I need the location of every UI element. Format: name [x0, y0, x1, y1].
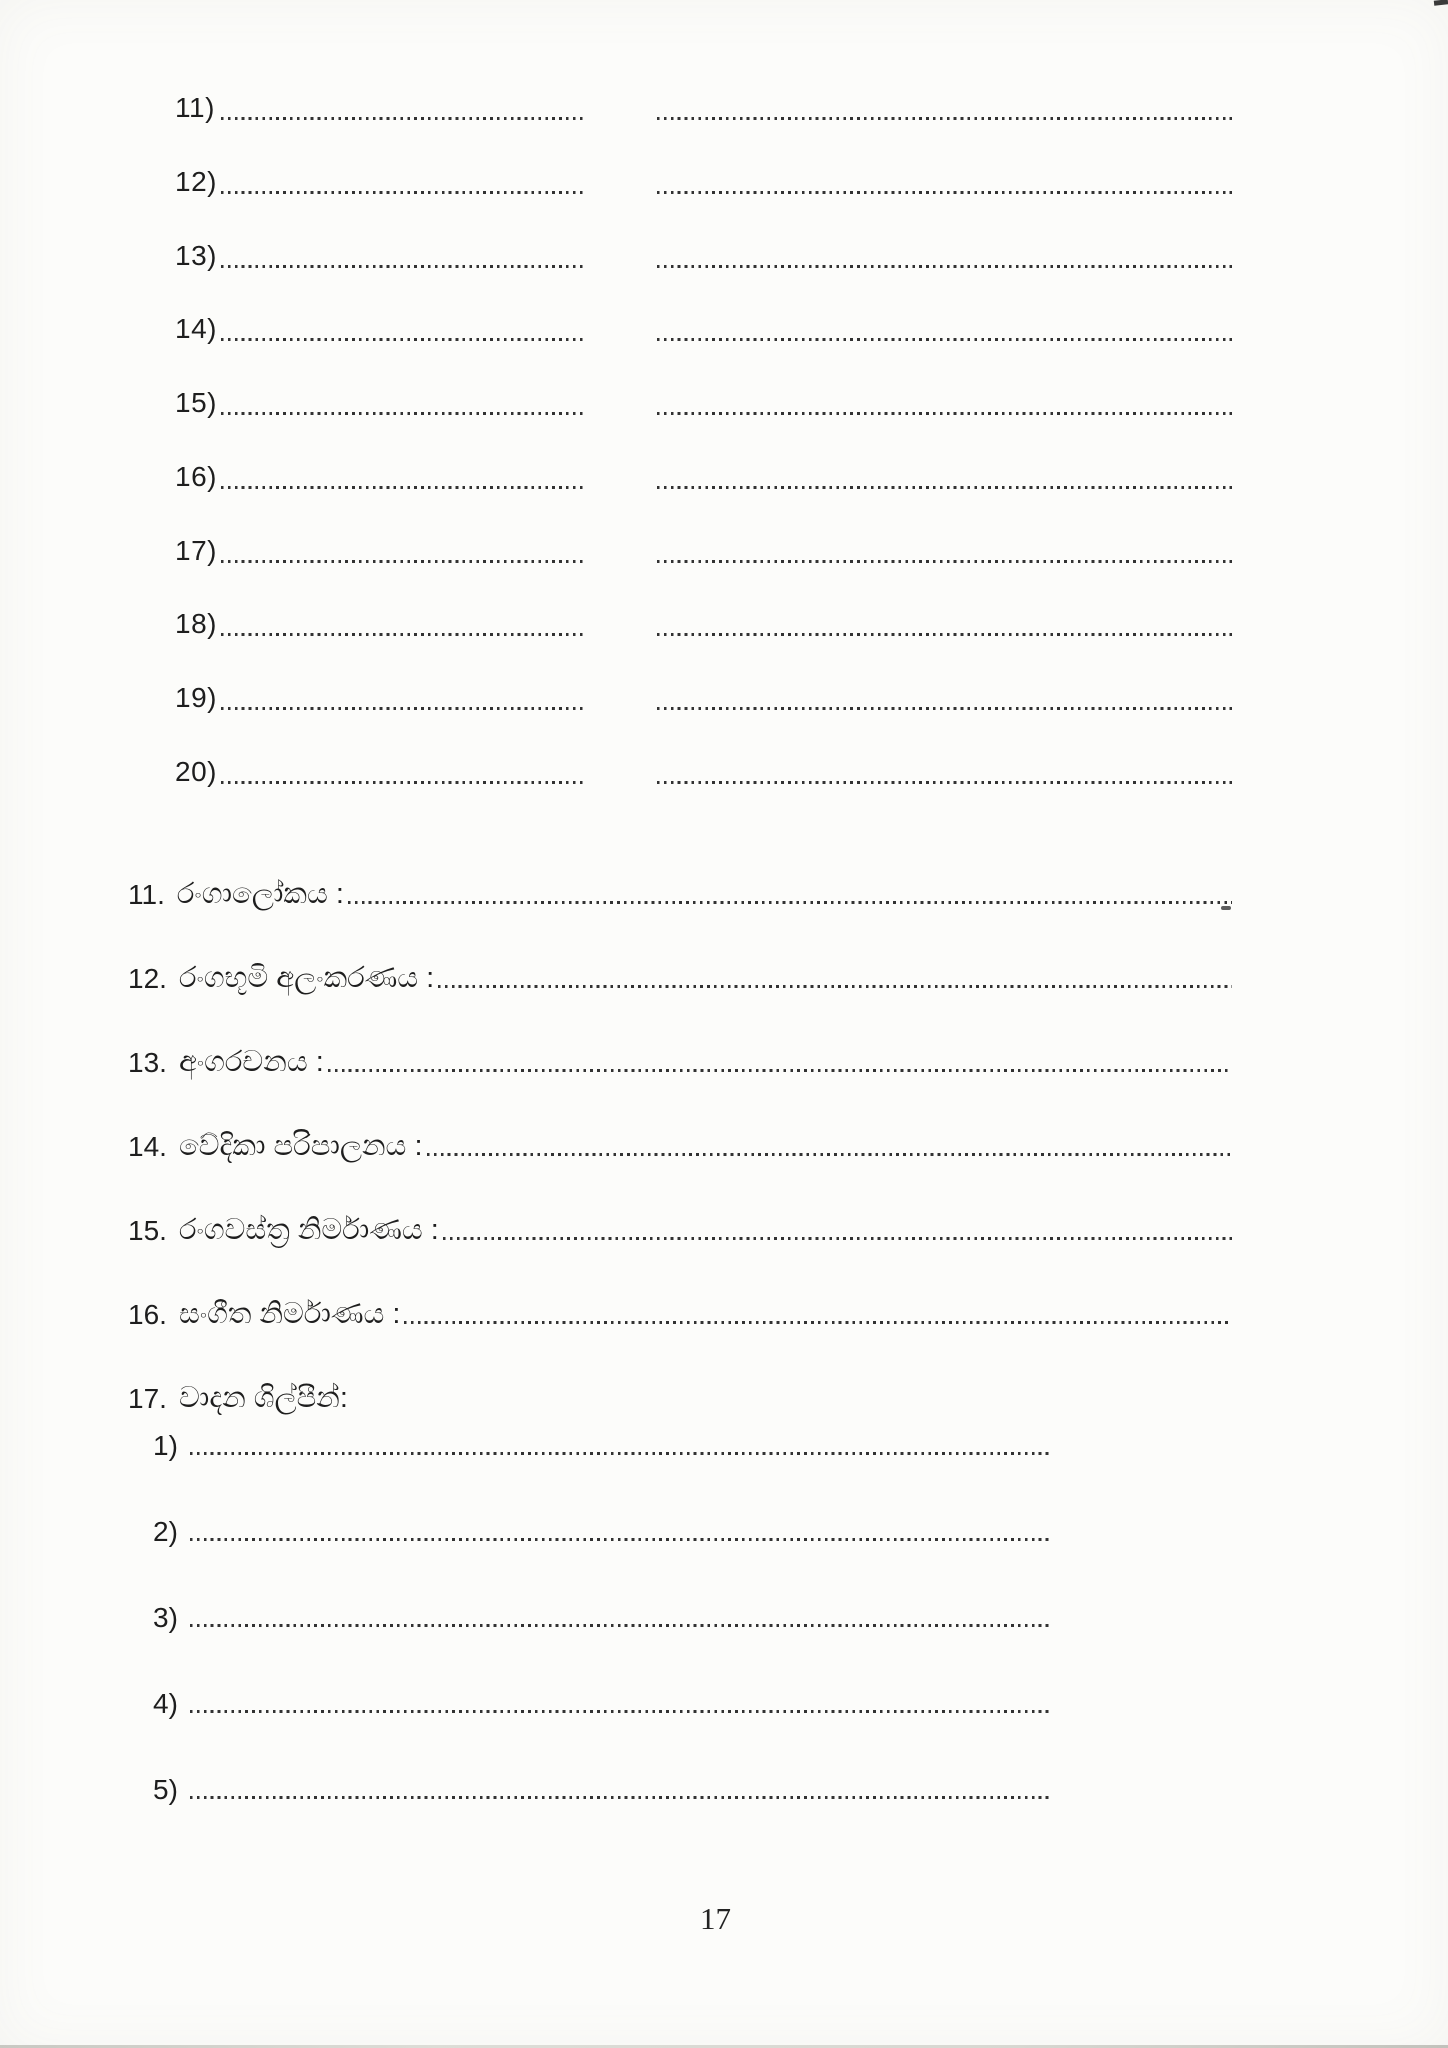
dotted-blank-left — [221, 412, 583, 415]
continuation-row — [0, 241, 1448, 277]
continuation-row — [0, 93, 1448, 129]
continuation-row — [0, 388, 1448, 424]
continuation-row — [0, 609, 1448, 645]
form-field-row — [128, 1118, 1232, 1164]
field-number: 13. — [128, 1047, 167, 1078]
dotted-blank-right — [657, 117, 1232, 120]
dotted-blank — [443, 1237, 1232, 1240]
continuation-row — [0, 757, 1448, 793]
list-item-number: 13) — [175, 240, 217, 271]
dotted-blank-left — [221, 338, 583, 341]
list-item-number: 11) — [175, 92, 215, 123]
dotted-blank-left — [221, 560, 583, 563]
dotted-blank-right — [657, 560, 1232, 563]
dotted-blank — [438, 985, 1232, 988]
form-field-row — [128, 1202, 1232, 1248]
field-number: 16. — [128, 1299, 167, 1330]
list-item-number: 16) — [175, 461, 217, 492]
dotted-blank — [190, 1710, 1050, 1713]
form-field-row — [128, 1370, 1232, 1416]
page-number: 17 — [700, 1901, 731, 1936]
field-label: රංගාලෝකය : — [176, 878, 344, 910]
field-number: 12. — [128, 963, 167, 994]
dotted-blank — [190, 1624, 1050, 1627]
form-field-row — [128, 866, 1232, 912]
dotted-blank — [190, 1538, 1050, 1541]
dotted-blank-left — [221, 781, 583, 784]
continuation-row — [0, 462, 1448, 498]
list-item-number: 4) — [153, 1688, 178, 1719]
list-item-number: 20) — [175, 756, 217, 787]
field-label: රංගවස්ත්‍ර නිර්මාණය : — [178, 1214, 439, 1246]
list-item-number: 12) — [175, 166, 217, 197]
dotted-blank-right — [657, 486, 1232, 489]
list-item-number: 2) — [153, 1516, 178, 1547]
field-label: අංගරචනය : — [178, 1046, 324, 1078]
scan-corner-mark — [1434, 0, 1448, 6]
list-item-number: 3) — [153, 1602, 178, 1633]
musician-row — [153, 1599, 1050, 1633]
field-number: 11. — [128, 879, 165, 910]
musician-row — [153, 1513, 1050, 1547]
field-label: වේදිකා පරිපාලනය : — [178, 1130, 423, 1162]
continuation-row — [0, 683, 1448, 719]
dotted-blank-right — [657, 265, 1232, 268]
list-item-number: 5) — [153, 1774, 178, 1805]
dotted-blank-left — [221, 486, 583, 489]
musician-row — [153, 1771, 1050, 1805]
continuation-row — [0, 167, 1448, 203]
field-number: 15. — [128, 1215, 167, 1246]
dotted-blank-right — [657, 412, 1232, 415]
dotted-blank-left — [221, 707, 583, 710]
list-item-number: 15) — [175, 387, 217, 418]
dotted-blank — [404, 1321, 1232, 1324]
field-label: සංගීත නිර්මාණය : — [178, 1298, 401, 1330]
dotted-blank — [328, 1069, 1232, 1072]
field-number: 17. — [128, 1383, 167, 1414]
dotted-blank-left — [221, 191, 583, 194]
dotted-blank-left — [221, 117, 583, 120]
dotted-blank-right — [657, 191, 1232, 194]
field-label: රංගභූමි අලංකරණය : — [178, 962, 435, 994]
form-field-row — [128, 950, 1232, 996]
list-item-number: 19) — [175, 682, 217, 713]
list-item-number: 17) — [175, 535, 217, 566]
list-item-number: 18) — [175, 608, 217, 639]
dotted-blank-right — [657, 633, 1232, 636]
musician-row — [153, 1685, 1050, 1719]
dotted-blank — [427, 1153, 1232, 1156]
form-field-row — [128, 1286, 1232, 1332]
dotted-blank-right — [657, 707, 1232, 710]
continuation-row — [0, 314, 1448, 350]
form-field-row — [128, 1034, 1232, 1080]
list-item-number: 1) — [153, 1430, 178, 1461]
field-number: 14. — [128, 1131, 167, 1162]
dotted-blank — [348, 901, 1232, 904]
dotted-blank-right — [657, 338, 1232, 341]
list-item-number: 14) — [175, 313, 217, 344]
dotted-blank-left — [221, 633, 583, 636]
continuation-row — [0, 536, 1448, 572]
dotted-blank-right — [657, 781, 1232, 784]
field-label: වාදන ශිල්පීන්: — [178, 1382, 348, 1414]
musician-row — [153, 1427, 1050, 1461]
dotted-blank — [190, 1452, 1050, 1455]
dotted-blank — [190, 1796, 1050, 1799]
dotted-blank-left — [221, 265, 583, 268]
